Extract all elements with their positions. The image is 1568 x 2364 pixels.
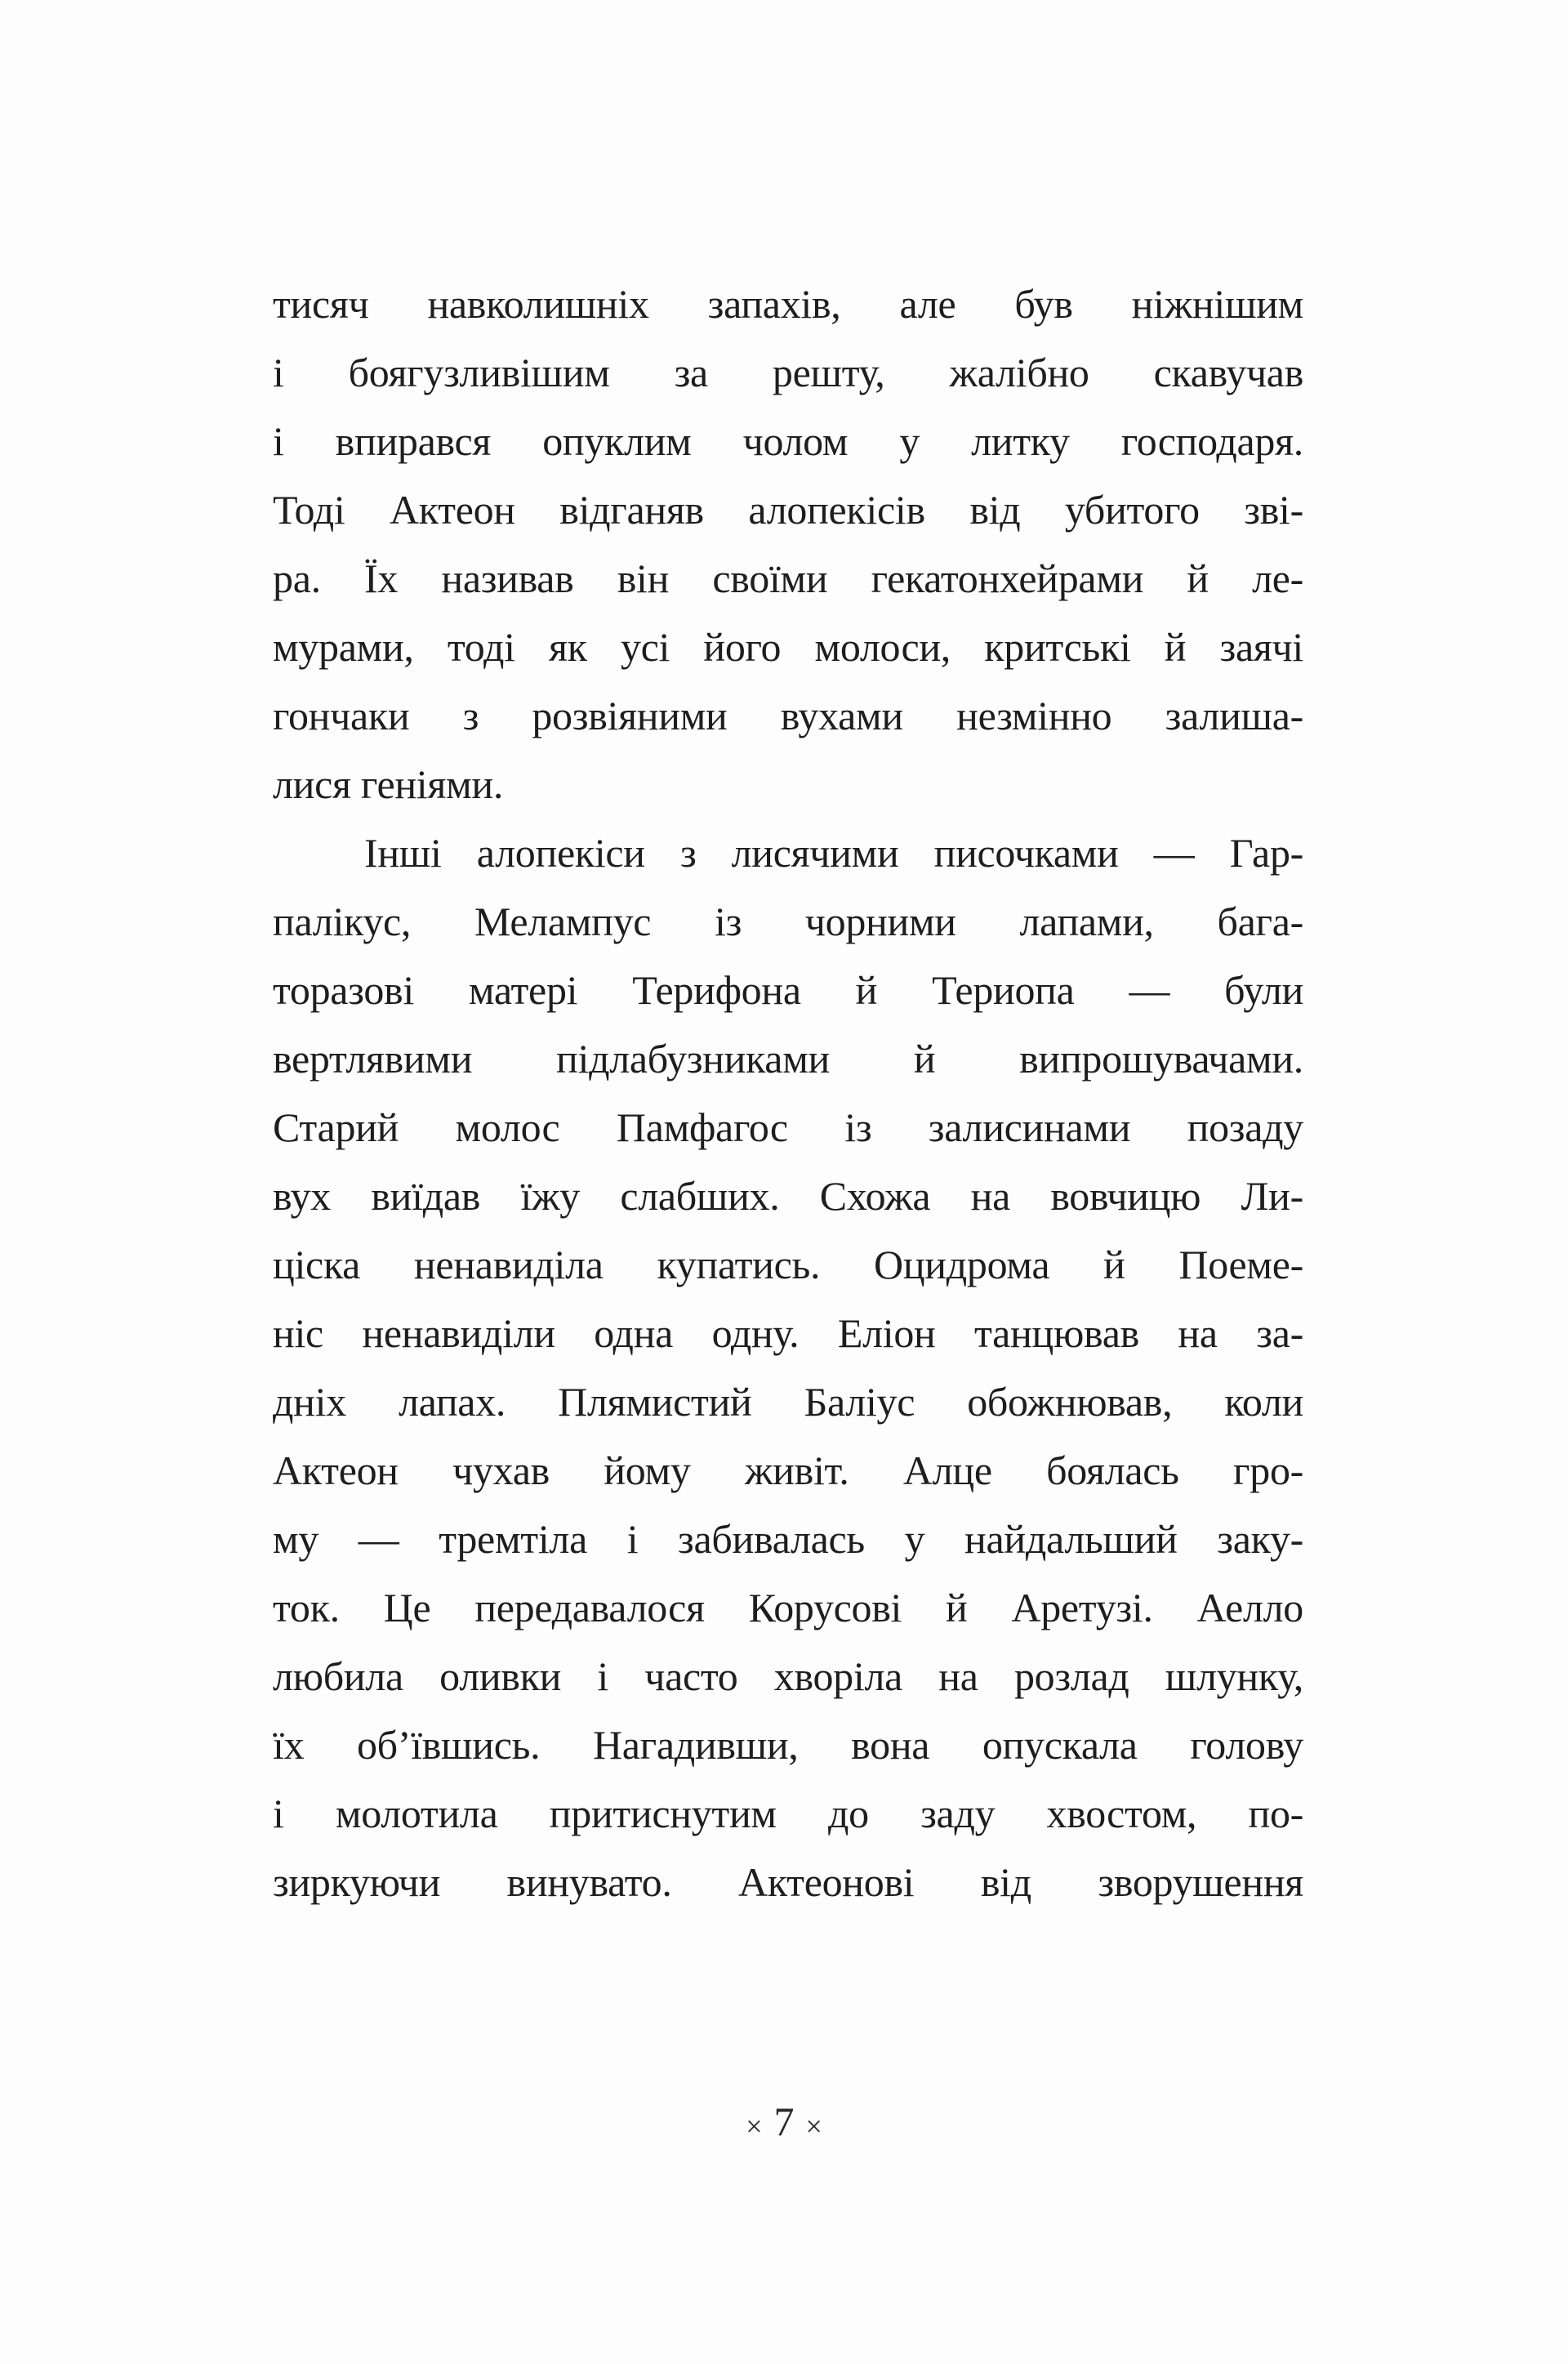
text-line: мурами, тоді як усі його молоси, критські й заячі xyxy=(273,624,1303,670)
text-line: вух виїдав їжу слабших. Схожа на вовчицю Ли- xyxy=(273,1173,1303,1219)
body-text xyxy=(273,270,1303,1916)
text-line: ніс ненавиділи одна одну. Еліон танцював на за- xyxy=(273,1310,1303,1356)
text-line: тисяч навколишніх запахів, але був ніжнішим xyxy=(273,281,1303,327)
text-line: Тоді Актеон відганяв алопекісів від убитого зві- xyxy=(273,487,1303,533)
text-line: їх об’ївшись. Нагадивши, вона опускала голову xyxy=(273,1722,1303,1768)
text-line: вертлявими підлабузниками й випрошувачами. xyxy=(273,1036,1303,1082)
text-line: ток. Це передавалося Корусові й Аретузі. Аелло xyxy=(273,1585,1303,1630)
text-line: торазові матері Терифона й Териопа — були xyxy=(273,967,1303,1013)
text-line: палікус, Мелампус із чорними лапами, бага- xyxy=(273,899,1303,944)
text-line: зиркуючи винувато. Актеонові від зворушення xyxy=(273,1859,1303,1905)
text-line: му — тремтіла і забивалась у найдальший заку- xyxy=(273,1516,1303,1562)
text-line: і молотила притиснутим до заду хвостом, по- xyxy=(273,1791,1303,1836)
text-line: Старий молос Памфагос із залисинами позаду xyxy=(273,1104,1303,1150)
ornament-icon: × xyxy=(805,2109,822,2143)
text-line: лися геніями. xyxy=(273,761,504,807)
text-line: ра. Їх називав він своїми гекатонхейрами й ле- xyxy=(273,555,1303,601)
text-line: і впирався опуклим чолом у литку господаря. xyxy=(273,418,1303,464)
page-number xyxy=(0,2098,1568,2145)
text-line: і боягузливішим за решту, жалібно скавучав xyxy=(273,350,1303,395)
text-line: ціска ненавиділа купатись. Оцидрома й Поеме- xyxy=(273,1242,1303,1287)
text-line: Інші алопекіси з лисячими писочками — Гар- xyxy=(364,830,1303,876)
text-line: любила оливки і часто хворіла на розлад шлунку, xyxy=(273,1653,1303,1699)
text-line: дніх лапах. Плямистий Баліус обожнював, коли xyxy=(273,1379,1303,1425)
page-number-value: 7 xyxy=(773,2099,795,2144)
text-line: Актеон чухав йому живіт. Алце боялась гро- xyxy=(273,1447,1303,1493)
ornament-icon: × xyxy=(746,2109,763,2143)
text-line: гончаки з розвіяними вухами незмінно залиша- xyxy=(273,693,1303,738)
